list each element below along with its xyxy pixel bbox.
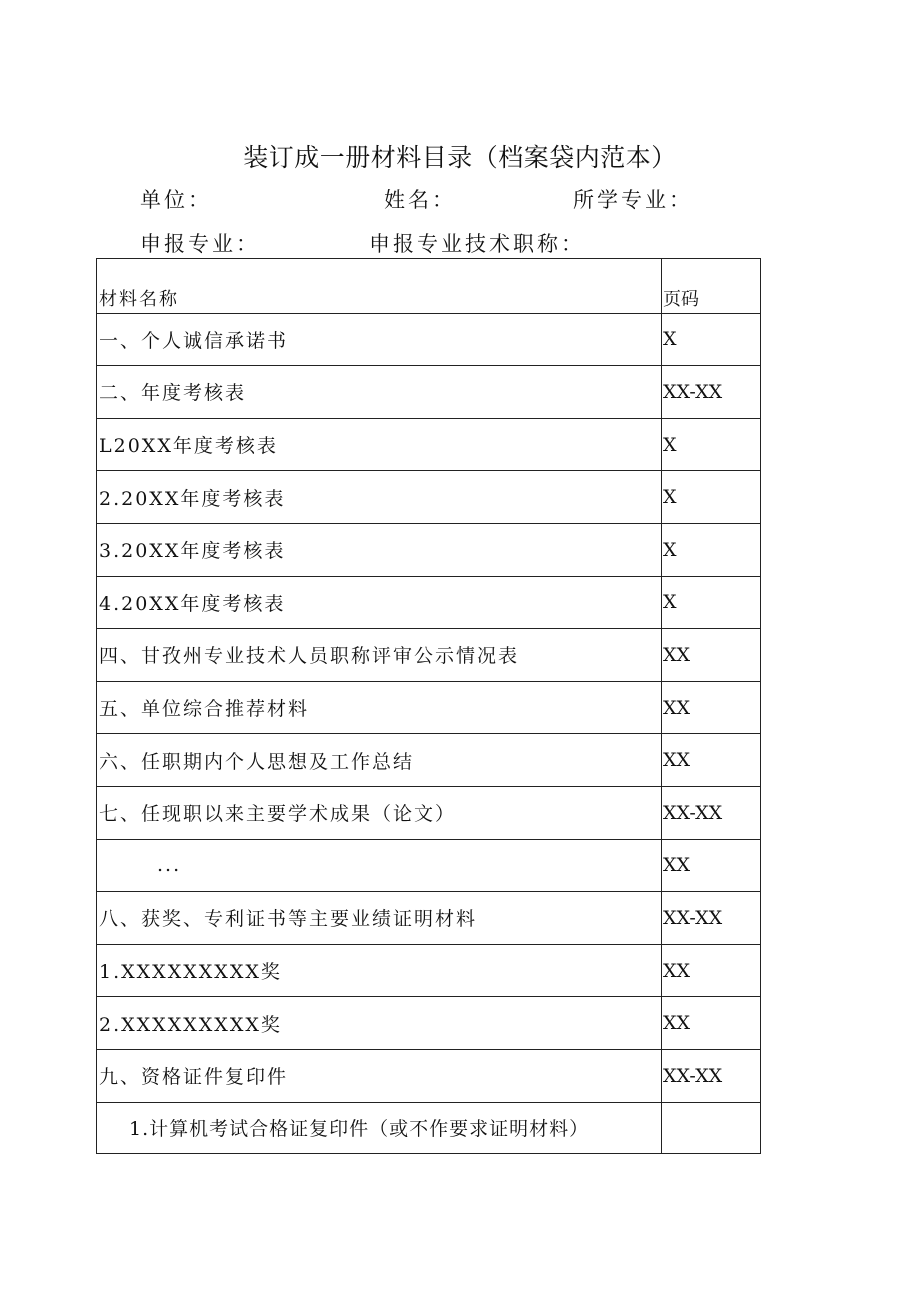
row-page: XX xyxy=(662,629,761,682)
row-page: XX xyxy=(662,997,761,1050)
row-name: 二、年度考核表 xyxy=(97,366,662,419)
row-page: XX-XX xyxy=(662,1049,761,1102)
apply-major-label: 申报专业： xyxy=(140,232,260,256)
table-row xyxy=(97,629,761,682)
row-name: 五、单位综合推荐材料 xyxy=(97,681,662,734)
table-row xyxy=(97,839,761,892)
table-row xyxy=(97,997,761,1050)
unit-label: 单位： xyxy=(140,188,212,212)
row-page: XX xyxy=(662,839,761,892)
row-name: 九、资格证件复印件 xyxy=(97,1049,662,1102)
row-name: 四、甘孜州专业技术人员职称评审公示情况表 xyxy=(97,629,662,682)
page-title: 装订成一册材料目录（档案袋内范本） xyxy=(243,143,677,172)
name-label: 姓名： xyxy=(384,188,456,212)
row-page: X xyxy=(662,471,761,524)
row-name: 2.20XX年度考核表 xyxy=(97,471,662,524)
header-name: 材料名称 xyxy=(97,259,662,314)
table-row xyxy=(97,418,761,471)
table-row xyxy=(97,786,761,839)
row-name: 1.计算机考试合格证复印件（或不作要求证明材料） xyxy=(97,1102,662,1153)
table-row xyxy=(97,1102,761,1153)
table-row xyxy=(97,1049,761,1102)
row-page: XX-XX xyxy=(662,786,761,839)
row-name: 2.XXXXXXXXX奖 xyxy=(97,997,662,1050)
row-name: 3.20XX年度考核表 xyxy=(97,523,662,576)
row-name: 4.20XX年度考核表 xyxy=(97,576,662,629)
table-row xyxy=(97,681,761,734)
row-page: XX xyxy=(662,734,761,787)
header-page: 页码 xyxy=(662,259,761,314)
row-page: XX-XX xyxy=(662,366,761,419)
table-row xyxy=(97,313,761,366)
table-row xyxy=(97,523,761,576)
table-header-row xyxy=(97,259,761,314)
row-page: X xyxy=(662,576,761,629)
row-page: X xyxy=(662,523,761,576)
table-row xyxy=(97,944,761,997)
row-page: XX xyxy=(662,944,761,997)
table-row xyxy=(97,366,761,419)
row-name: 八、获奖、专利证书等主要业绩证明材料 xyxy=(97,892,662,945)
major-label: 所学专业： xyxy=(573,188,693,212)
table-row xyxy=(97,576,761,629)
row-name: 一、个人诚信承诺书 xyxy=(97,313,662,366)
row-page: X xyxy=(662,313,761,366)
row-name: 七、任现职以来主要学术成果（论文） xyxy=(97,786,662,839)
row-name: ... xyxy=(97,839,662,892)
table-row xyxy=(97,471,761,524)
row-page: X xyxy=(662,418,761,471)
materials-table xyxy=(96,258,761,1154)
row-page: XX xyxy=(662,681,761,734)
row-name: 1.XXXXXXXXX奖 xyxy=(97,944,662,997)
apply-title-label: 申报专业技术职称： xyxy=(369,232,585,256)
row-name: L20XX年度考核表 xyxy=(97,418,662,471)
table-row xyxy=(97,892,761,945)
table-row xyxy=(97,734,761,787)
row-page xyxy=(662,1102,761,1153)
row-page: XX-XX xyxy=(662,892,761,945)
row-name: 六、任职期内个人思想及工作总结 xyxy=(97,734,662,787)
